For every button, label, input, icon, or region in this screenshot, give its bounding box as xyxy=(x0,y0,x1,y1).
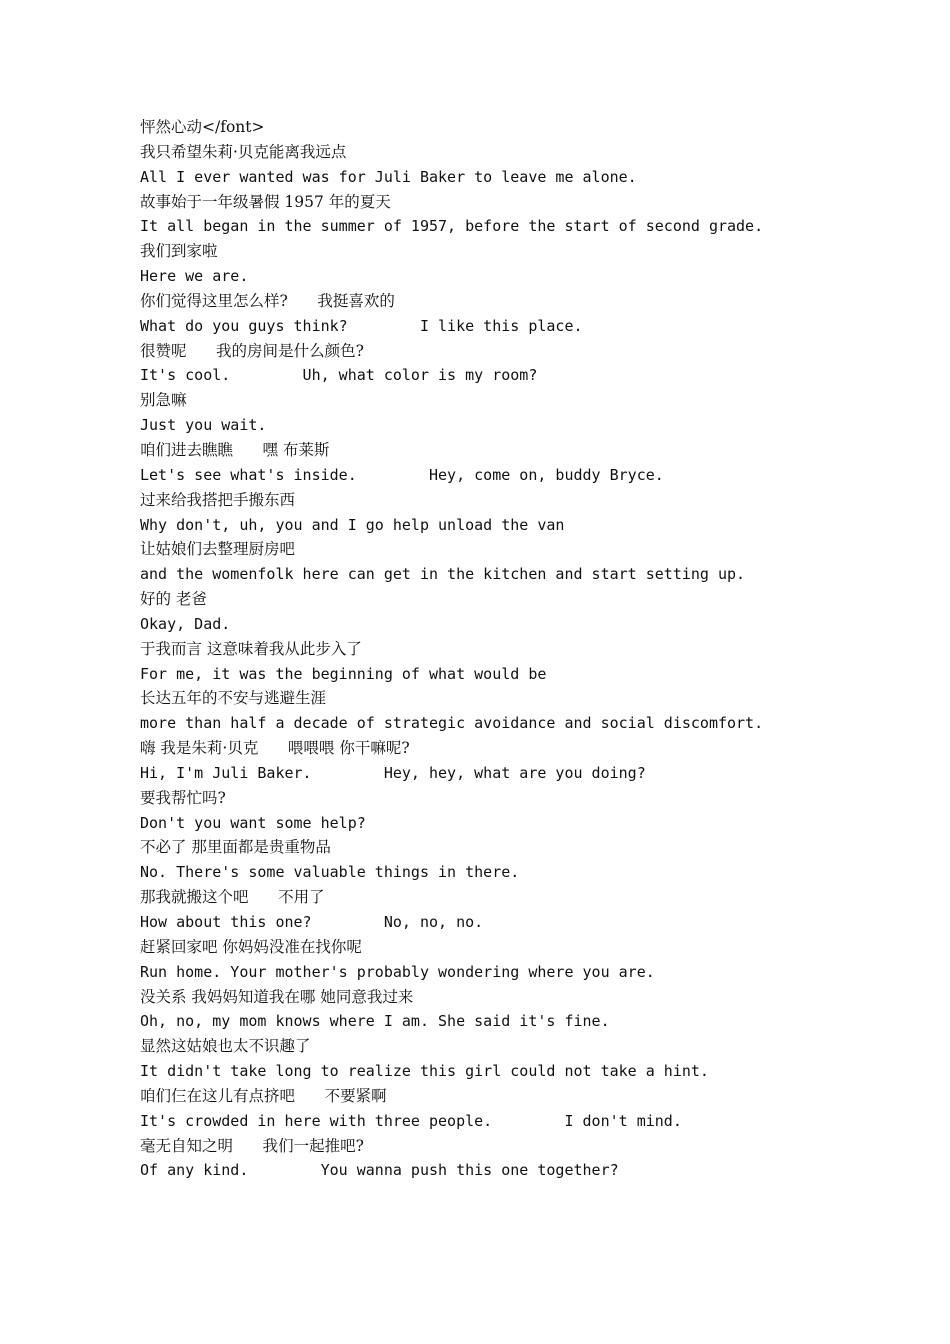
english-subtitle-line: Why don't, uh, you and I go help unload the van xyxy=(140,515,565,534)
chinese-subtitle-line: 咱们仨在这儿有点挤吧 不要紧啊 xyxy=(140,1086,387,1105)
english-subtitle-line: Here we are. xyxy=(140,267,249,286)
chinese-subtitle-line: 让姑娘们去整理厨房吧 xyxy=(140,540,296,559)
chinese-subtitle-line: 长达五年的不安与逃避生涯 xyxy=(140,689,327,708)
chinese-subtitle-line: 我们到家啦 xyxy=(140,242,218,261)
chinese-subtitle-line: 怦然心动</font> xyxy=(140,118,265,136)
chinese-subtitle-line: 故事始于一年级暑假 1957 年的夏天 xyxy=(140,192,391,211)
english-subtitle-line: Hi, I'm Juli Baker. Hey, hey, what are you doing? xyxy=(140,763,646,782)
english-subtitle-line: All I ever wanted was for Juli Baker to leave me alone. xyxy=(140,167,637,186)
chinese-subtitle-line: 显然这姑娘也太不识趣了 xyxy=(140,1037,311,1056)
chinese-subtitle-line: 毫无自知之明 我们一起推吧? xyxy=(140,1136,364,1155)
english-subtitle-line: and the womenfolk here can get in the kitchen and start setting up. xyxy=(140,565,746,584)
chinese-subtitle-line: 好的 老爸 xyxy=(140,590,207,609)
english-subtitle-line: Let's see what's inside. Hey, come on, buddy Bryce. xyxy=(140,465,664,484)
english-subtitle-line: No. There's some valuable things in there. xyxy=(140,863,520,882)
english-subtitle-line: Don't you want some help? xyxy=(140,813,366,832)
chinese-subtitle-line: 我只希望朱莉·贝克能离我远点 xyxy=(140,142,347,161)
chinese-subtitle-line: 没关系 我妈妈知道我在哪 她同意我过来 xyxy=(140,987,414,1006)
chinese-subtitle-line: 你们觉得这里怎么样? 我挺喜欢的 xyxy=(140,291,395,310)
chinese-subtitle-line: 不必了 那里面都是贵重物品 xyxy=(140,838,331,857)
chinese-subtitle-line: 很赞呢 我的房间是什么颜色? xyxy=(140,341,364,360)
chinese-subtitle-line: 嗨 我是朱莉·贝克 喂喂喂 你干嘛呢? xyxy=(140,739,410,758)
chinese-subtitle-line: 赶紧回家吧 你妈妈没准在找你呢 xyxy=(140,937,362,956)
english-subtitle-line: more than half a decade of strategic avoidance and social discomfort. xyxy=(140,714,764,733)
english-subtitle-line: Run home. Your mother's probably wondering where you are. xyxy=(140,962,655,981)
chinese-subtitle-line: 要我帮忙吗? xyxy=(140,788,226,807)
english-subtitle-line: What do you guys think? I like this place. xyxy=(140,316,583,335)
subtitle-text-block xyxy=(140,115,920,1183)
english-subtitle-line: For me, it was the beginning of what would be xyxy=(140,664,547,683)
chinese-subtitle-line: 咱们进去瞧瞧 嘿 布莱斯 xyxy=(140,440,330,459)
english-subtitle-line: It's cool. Uh, what color is my room? xyxy=(140,366,538,385)
english-subtitle-line: Oh, no, my mom knows where I am. She said it's fine. xyxy=(140,1012,610,1031)
english-subtitle-line: Just you wait. xyxy=(140,416,267,435)
english-subtitle-line: It all began in the summer of 1957, before the start of second grade. xyxy=(140,217,764,236)
english-subtitle-line: It's crowded in here with three people. I don't mind. xyxy=(140,1111,682,1130)
chinese-subtitle-line: 那我就搬这个吧 不用了 xyxy=(140,888,325,907)
english-subtitle-line: It didn't take long to realize this girl could not take a hint. xyxy=(140,1062,709,1081)
chinese-subtitle-line: 别急嘛 xyxy=(140,391,187,410)
chinese-subtitle-line: 于我而言 这意味着我从此步入了 xyxy=(140,639,362,658)
english-subtitle-line: How about this one? No, no, no. xyxy=(140,913,484,931)
english-subtitle-line: Okay, Dad. xyxy=(140,614,231,633)
chinese-subtitle-line: 过来给我搭把手搬东西 xyxy=(140,490,296,509)
english-subtitle-line: Of any kind. You wanna push this one together? xyxy=(140,1161,619,1180)
